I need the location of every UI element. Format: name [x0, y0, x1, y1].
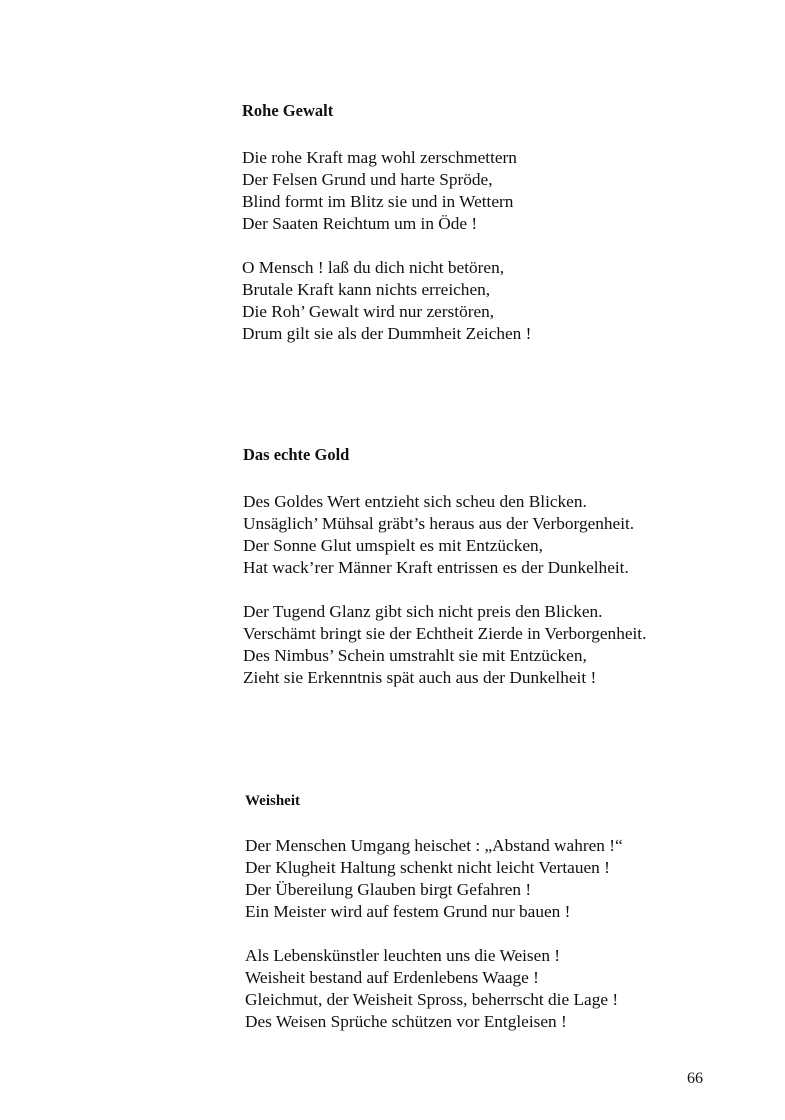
stanza [243, 601, 646, 689]
poem-title: Weisheit [245, 793, 300, 809]
verse-line: Verschämt bringt sie der Echtheit Zierde in Verborgenheit. [243, 624, 647, 643]
verse-line: O Mensch ! laß du dich nicht betören, [242, 258, 505, 277]
stanza [245, 835, 623, 923]
verse-line: Gleichmut, der Weisheit Spross, beherrscht die Lage ! [245, 990, 619, 1009]
verse-line: Der Klugheit Haltung schenkt nicht leicht Vertauen ! [245, 858, 610, 877]
verse-line: Der Tugend Glanz gibt sich nicht preis den Blicken. [243, 602, 603, 621]
verse-line: Der Sonne Glut umspielt es mit Entzücken, [243, 536, 543, 555]
stanza [242, 147, 531, 235]
verse-line: Der Felsen Grund und harte Spröde, [242, 170, 493, 189]
verse-line: Der Saaten Reichtum um in Öde ! [242, 214, 478, 233]
verse-line: Die rohe Kraft mag wohl zerschmettern [242, 148, 517, 167]
verse-line: Des Nimbus’ Schein umstrahlt sie mit Entzücken, [243, 646, 587, 665]
verse-line: Der Menschen Umgang heischet : „Abstand wahren !“ [245, 836, 623, 855]
verse-line: Weisheit bestand auf Erdenlebens Waage ! [245, 968, 539, 987]
verse-line: Brutale Kraft kann nichts erreichen, [242, 280, 491, 299]
verse-line: Hat wack’rer Männer Kraft entrissen es der Dunkelheit. [243, 558, 629, 577]
poem-rohe-gewalt [242, 101, 531, 345]
poem-weisheit [245, 791, 623, 1033]
stanza [242, 257, 531, 345]
verse-line: Unsäglich’ Mühsal gräbt’s heraus aus der Verborgenheit. [243, 514, 635, 533]
verse-line: Die Roh’ Gewalt wird nur zerstören, [242, 302, 495, 321]
verse-line: Ein Meister wird auf festem Grund nur bauen ! [245, 902, 571, 921]
verse-line: Des Goldes Wert entzieht sich scheu den Blicken. [243, 492, 587, 511]
poem-das-echte-gold [243, 445, 646, 689]
stanza [245, 945, 623, 1033]
verse-line: Zieht sie Erkenntnis spät auch aus der Dunkelheit ! [243, 668, 597, 687]
verse-line: Der Übereilung Glauben birgt Gefahren ! [245, 880, 532, 899]
verse-line: Als Lebenskünstler leuchten uns die Weisen ! [245, 946, 561, 965]
verse-line: Blind formt im Blitz sie und in Wettern [242, 192, 514, 211]
poem-title: Rohe Gewalt [242, 101, 334, 120]
page-number: 66 [687, 1070, 703, 1087]
stanza [243, 491, 646, 579]
verse-line: Des Weisen Sprüche schützen vor Entgleisen ! [245, 1012, 567, 1031]
verse-line: Drum gilt sie als der Dummheit Zeichen ! [242, 324, 532, 343]
poem-title: Das echte Gold [243, 445, 350, 464]
